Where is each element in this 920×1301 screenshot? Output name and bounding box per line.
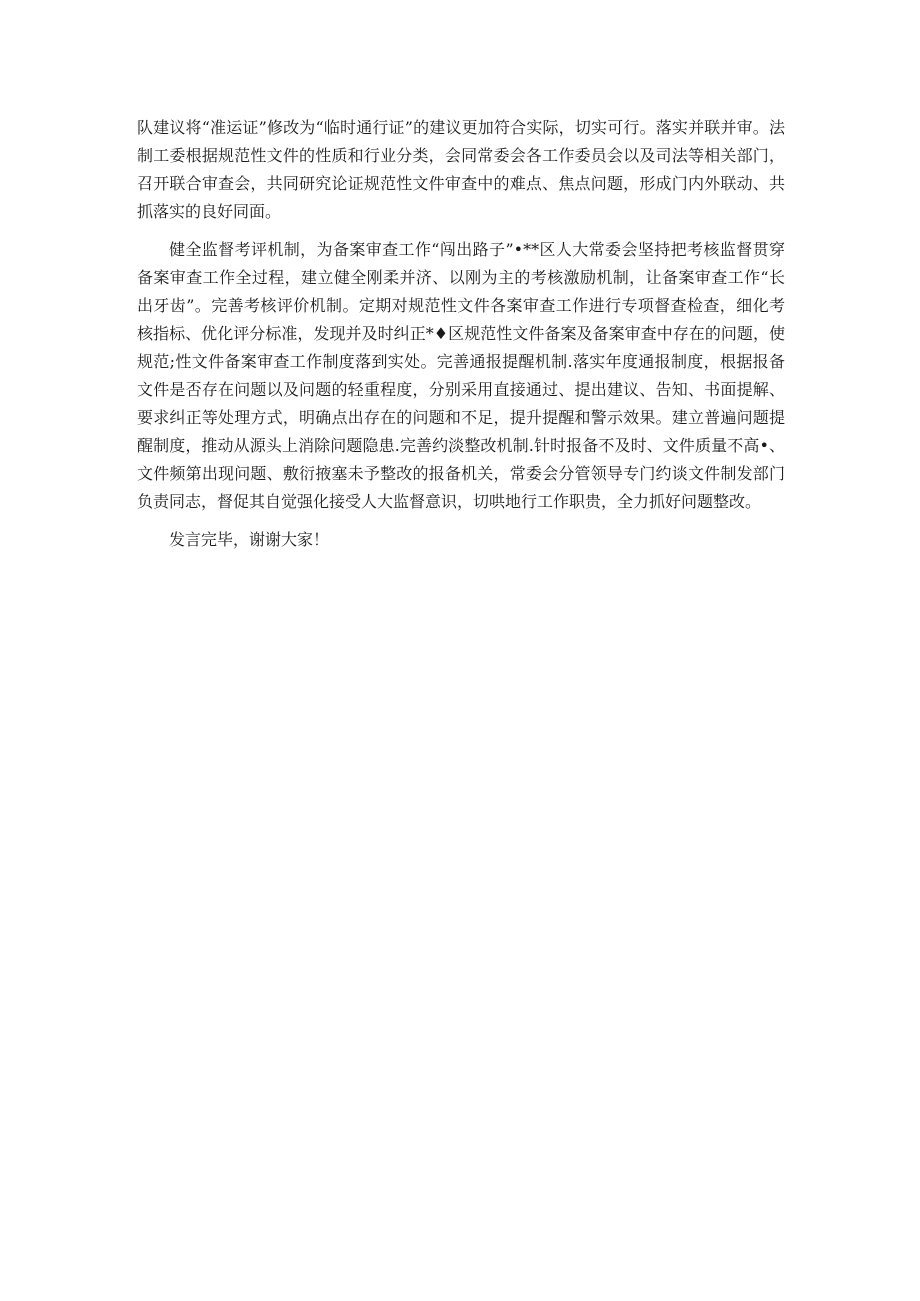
paragraph-continuation: 队建议将“准运证”修改为“临时通行证”的建议更加符合实际，切实可行。落实并联并审。法制工委根据规范性文件的性质和行业分类，会同常委会各工作委员会以及司法等相关部门，召开联合审查会，共同研究论证规范性文件审查中的难点、焦点问题，形成门内外联动、共抓落实的良好同面。 xyxy=(137,118,785,221)
paragraph-closing: 发言完毕，谢谢大家！ xyxy=(169,530,330,549)
document-body xyxy=(137,114,785,564)
paragraph-supervision-mechanism: 健全监督考评机制，为备案审查工作“闯出路子”•**区人大常委会坚持把考核监督贯穿备案审查工作全过程，建立健全刚柔并济、以刚为主的考核激励机制，让备案审查工作“长出牙齿”。完善考核评价机制。定期对规范性文件各案审查工作进行专项督查检查，细化考核指标、优化评分标准，发现并及时纠正*♦区规范性文件备案及备案审查中存在的问题，使规范;性文件备案审查工作制度落到实处。完善通报提醒机制.落实年度通报制度，根据报备文件是否存在问题以及问题的轻重程度，分别采用直接通过、提出建议、告知、书面提解、要求纠正等处理方式，明确点出存在的问题和不足，提升提醒和警示效果。建立普遍问题提醒制度，推动从源头上消除问题隐患.完善约淡整改机制.针时报备不及时、文件质量不高•、文件频第出现问题、敷衍掖塞未予整改的报备机关，常委会分管领导专门约谈文件制发部门负责同志，督促其自觉强化接受人大监督意识，切哄地行工作职贵，全力抓好问题整改。 xyxy=(137,240,785,511)
